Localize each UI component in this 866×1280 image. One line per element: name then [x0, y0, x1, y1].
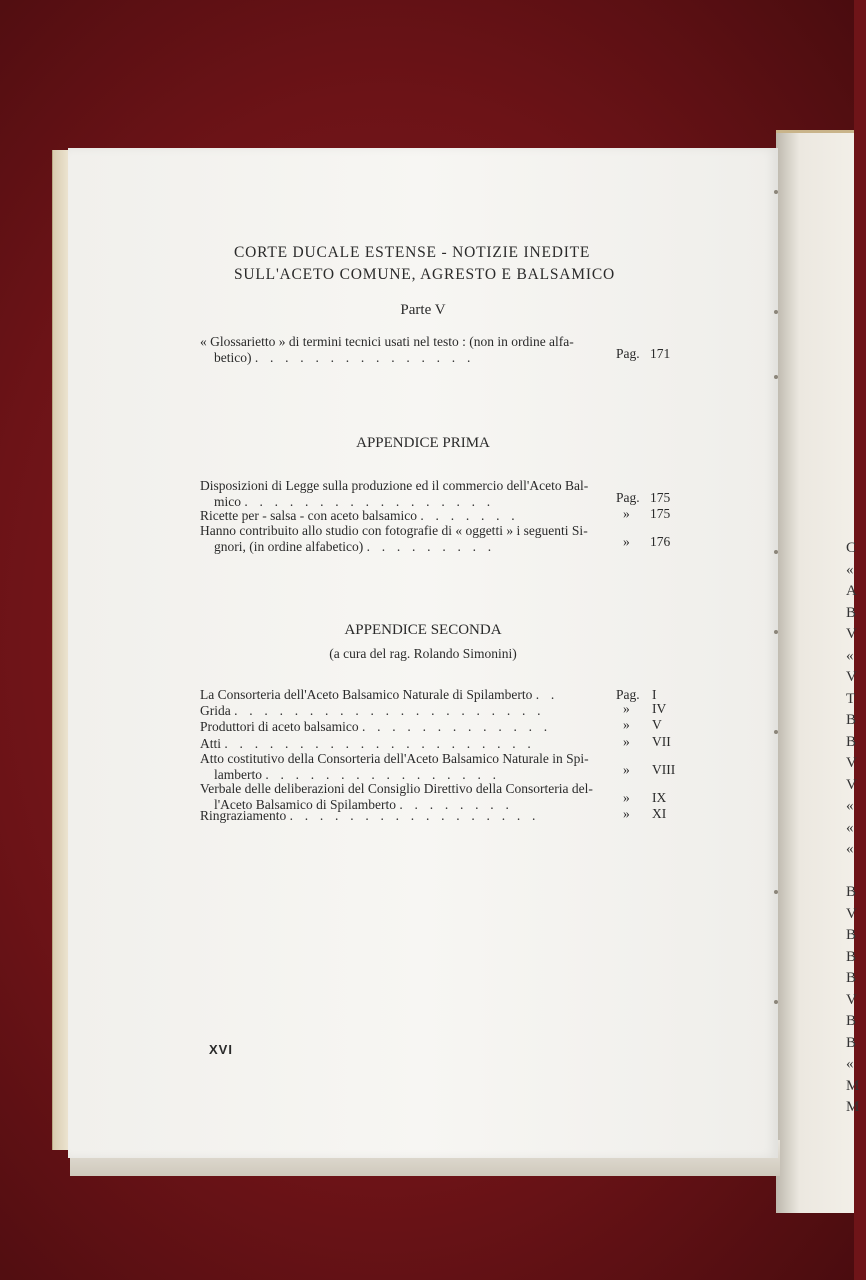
leader-dots: . . . . . . . . . . . . . . . . . . . . . — [234, 703, 545, 718]
facing-page-letter: B — [846, 884, 857, 900]
facing-page-letter: « — [846, 647, 854, 664]
entry-line-1: Produttori di aceto balsamico — [200, 719, 359, 734]
page-ref-number: I — [652, 687, 657, 702]
entry-line-2: mico — [214, 493, 241, 509]
toc-entry — [200, 334, 670, 365]
facing-page-letter: B — [846, 733, 857, 750]
leader-dots: . . . . . . . . . . . . . . . . . — [244, 493, 495, 509]
toc-entry — [200, 751, 670, 782]
stitch-hole — [774, 890, 778, 894]
heading-line-2: SULL'ACETO COMUNE, AGRESTO E BALSAMICO — [234, 266, 615, 283]
entry-line-1: « Glossarietto » di termini tecnici usati nel testo : (non in ordine alfa- — [200, 334, 574, 349]
facing-page-letter — [846, 861, 866, 883]
page-ref-label: » — [623, 717, 630, 732]
parte-v-title: Parte V — [400, 302, 446, 318]
facing-page-letter: B — [846, 1034, 857, 1051]
stitch-hole — [774, 630, 778, 634]
facing-page-letter: B — [846, 604, 857, 621]
leader-dots: . . . . . . . . . . . . . . . — [254, 349, 475, 365]
page-ref-label: » — [623, 762, 630, 777]
entry-line-2: l'Aceto Balsamico di Spilamberto — [214, 796, 397, 812]
facing-page-letter: M — [846, 1099, 860, 1115]
page-ref-label: Pag. — [616, 346, 640, 361]
facing-page-letter: B — [846, 927, 857, 943]
page-number: XVI — [209, 1042, 233, 1057]
facing-page-letter: « — [846, 1056, 854, 1072]
facing-page-letter: B — [846, 712, 857, 728]
facing-page-letter: B — [846, 970, 857, 986]
toc-entry — [200, 508, 670, 524]
page-ref-label: Pag. — [616, 490, 640, 505]
entry-line-2: betico) — [214, 349, 252, 365]
facing-page — [776, 130, 854, 1213]
toc-entry — [200, 703, 670, 719]
facing-page-letter: M — [846, 1077, 860, 1094]
page-ref-number: 176 — [650, 534, 671, 549]
leader-dots: . . . . . . . . . . . . . — [361, 719, 552, 734]
entry-line-1: Ringraziamento — [200, 808, 287, 823]
leader-dots: . . . . . . . . . — [366, 538, 496, 554]
page-ref-number: V — [652, 717, 662, 732]
facing-page-letter: V — [846, 991, 857, 1008]
page-ref-number: 175 — [650, 490, 671, 505]
leader-dots: . . . . . . . . . . . . . . . . . — [289, 808, 540, 823]
page-ref-number: IX — [652, 790, 667, 805]
stitch-hole — [774, 375, 778, 379]
facing-page-letter: V — [846, 669, 857, 685]
page-ref-number: 171 — [650, 346, 671, 361]
appendice-seconda-title: APPENDICE SECONDA — [344, 622, 502, 638]
binding-stitch-holes — [774, 190, 780, 1090]
facing-page-letter: V — [846, 626, 857, 642]
entry-line-1: Disposizioni di Legge sulla produzione ed il commercio dell'Aceto Bal- — [200, 478, 589, 493]
leader-dots: . . . . . . . — [420, 508, 519, 523]
toc-entry — [200, 719, 670, 735]
facing-page-letter: V — [846, 755, 857, 771]
stitch-hole — [774, 730, 778, 734]
leader-dots: . . — [535, 687, 559, 702]
toc-entry — [200, 736, 670, 752]
entry-line-1: La Consorteria dell'Aceto Balsamico Naturale di Spilamberto — [200, 687, 533, 702]
heading-line-1: CORTE DUCALE ESTENSE - NOTIZIE INEDITE — [234, 244, 591, 261]
page-ref-label: » — [623, 806, 630, 821]
appendice-seconda-subtitle: (a cura del rag. Rolando Simonini) — [329, 646, 517, 661]
facing-page-letter: B — [846, 948, 857, 965]
book-page — [68, 148, 778, 1158]
entry-line-1: Atti — [200, 736, 222, 751]
page-ref-label: » — [623, 506, 630, 521]
table-of-contents — [68, 148, 778, 1158]
page-ref-label: » — [623, 790, 630, 805]
facing-page-letter: V — [846, 776, 857, 793]
page-ref-number: VII — [652, 734, 671, 749]
facing-page-letter: C — [846, 540, 857, 556]
toc-entry — [200, 687, 670, 703]
entry-line-1: Grida — [200, 703, 231, 718]
leader-dots: . . . . . . . . . . . . . . . . . . . . . — [224, 736, 535, 751]
page-ref-number: VIII — [652, 762, 676, 777]
entry-line-2: lamberto — [214, 766, 262, 782]
stitch-hole — [774, 550, 778, 554]
stitch-hole — [774, 190, 778, 194]
page-ref-label: » — [623, 734, 630, 749]
facing-page-letter: « — [846, 561, 854, 578]
entry-line-2: gnori, (in ordine alfabetico) — [214, 538, 364, 554]
page-ref-number: 175 — [650, 506, 671, 521]
page-ref-number: IV — [652, 701, 667, 716]
entry-line-1: Atto costitutivo della Consorteria dell'Aceto Balsamico Naturale in Spi- — [200, 751, 589, 766]
page-ref-number: XI — [652, 806, 667, 821]
stitch-hole — [774, 1000, 778, 1004]
facing-page-letter: T — [846, 690, 856, 707]
entry-line-1: Hanno contribuito allo studio con fotografie di « oggetti » i seguenti Si- — [200, 523, 588, 538]
toc-entry — [200, 523, 670, 554]
page-ref-label: Pag. — [616, 687, 640, 702]
facing-page-letter: « — [846, 841, 854, 857]
leader-dots: . . . . . . . . . . . . . . . . — [265, 766, 501, 782]
entry-line-1: Ricette per - salsa - con aceto balsamico — [200, 508, 418, 523]
appendice-prima-title: APPENDICE PRIMA — [356, 435, 490, 451]
page-ref-label: » — [623, 701, 630, 716]
stitch-hole — [774, 310, 778, 314]
facing-page-letter: « — [846, 819, 854, 836]
entry-line-1: Verbale delle deliberazioni del Consiglio Direttivo della Consorteria del- — [200, 781, 593, 796]
facing-page-letter: « — [846, 798, 854, 814]
toc-entry — [200, 808, 670, 824]
facing-page-text — [846, 538, 866, 1119]
facing-page-letter: V — [846, 905, 857, 922]
leader-dots: . . . . . . . . — [399, 796, 514, 812]
facing-page-letter: B — [846, 1013, 857, 1029]
page-ref-label: » — [623, 534, 630, 549]
facing-page-letter: A — [846, 583, 857, 599]
toc-entry — [200, 478, 670, 509]
section-heading — [234, 242, 634, 286]
